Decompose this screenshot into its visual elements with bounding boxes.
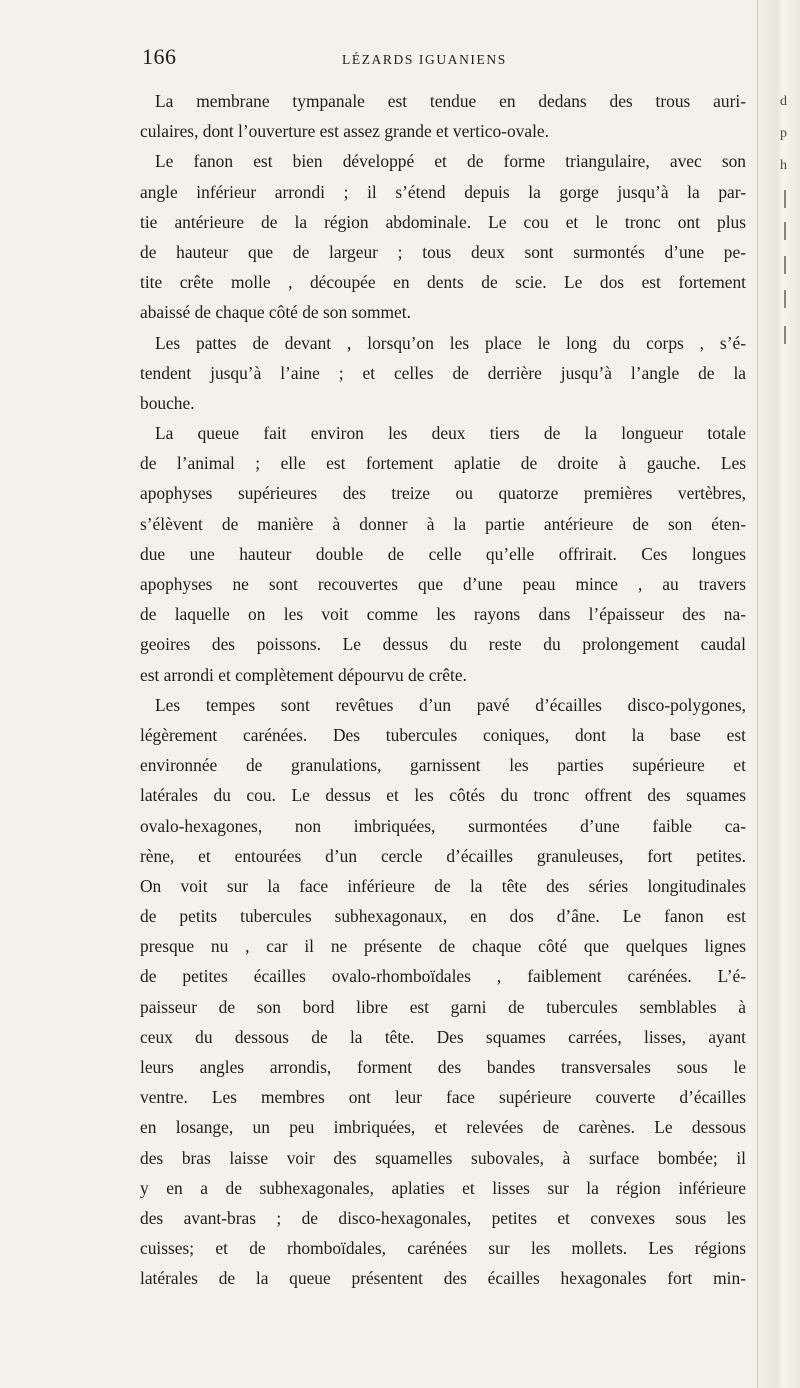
text-line: presque nu , car il ne présente de chaque côté que quelques lignes [140, 936, 746, 957]
text-line: Le fanon est bien développé et de forme triangulaire, avec son [155, 151, 746, 172]
facing-page-mark [784, 256, 786, 274]
text-line: des bras laisse voir des squamelles subovales, à surface bombée; il [140, 1147, 746, 1168]
text-line: apophyses ne sont recouvertes que d’une peau mince , au travers [140, 574, 746, 594]
text-line: environnée de granulations, garnissent les parties supérieure et [140, 755, 746, 776]
facing-page-mark [784, 326, 786, 344]
text-line: de petits tubercules subhexagonaux, en dos d’âne. Le fanon est [140, 906, 746, 927]
text-line: paisseur de son bord libre est garni de tubercules semblables à [140, 996, 746, 1017]
text-line: est arrondi et complètement dépourvu de crête. [140, 664, 467, 685]
facing-page-edge [757, 0, 800, 1388]
text-line: y en a de subhexagonales, aplaties et lisses sur la région inférieure [140, 1177, 746, 1198]
text-line: Les pattes de devant , lorsqu’on les place le long du corps , s’é- [155, 332, 746, 353]
text-line: La queue fait environ les deux tiers de la longueur totale [155, 423, 746, 444]
text-line: ventre. Les membres ont leur face supérieure couverte d’écailles [140, 1087, 746, 1108]
text-line: ceux du dessous de la tête. Des squames carrées, lisses, ayant [140, 1026, 746, 1047]
text-line: tie antérieure de la région abdominale. Le cou et le tronc ont plus [140, 211, 746, 232]
text-line: s’élèvent de manière à donner à la partie antérieure de son éten- [140, 513, 746, 534]
text-line: rène, et entourées d’un cercle d’écailles granuleuses, fort petites. [140, 845, 746, 866]
text-line: de hauteur que de largeur ; tous deux sont surmontés d’une pe- [140, 241, 746, 262]
text-line: tite crête molle , découpée en dents de scie. Le dos est fortement [140, 272, 746, 293]
facing-page-letter: d [780, 94, 787, 109]
facing-page-letter: p [780, 126, 787, 141]
text-line: leurs angles arrondis, forment des bandes transversales sous le [140, 1057, 746, 1077]
facing-page-mark [784, 290, 786, 308]
text-line: des avant-bras ; de disco-hexagonales, petites et convexes sous les [140, 1207, 746, 1228]
body-text [140, 86, 746, 1294]
page-number: 166 [142, 44, 177, 69]
running-title: LÉZARDS IGUANIENS [342, 52, 507, 67]
facing-page-mark [784, 222, 786, 240]
text-line: On voit sur la face inférieure de la tête des séries longitudinales [140, 875, 746, 896]
text-line: de laquelle on les voit comme les rayons dans l’épaisseur des na- [140, 604, 746, 625]
text-line: légèrement carénées. Des tubercules coniques, dont la base est [140, 724, 746, 745]
page-header [142, 44, 742, 74]
text-line: Les tempes sont revêtues d’un pavé d’écailles disco-polygones, [155, 694, 746, 715]
text-line: de l’animal ; elle est fortement aplatie de droite à gauche. Les [140, 453, 746, 474]
facing-page-mark [784, 190, 786, 208]
text-line: bouche. [140, 392, 195, 413]
facing-page-letter: h [780, 158, 787, 173]
text-line: culaires, dont l’ouverture est assez grande et vertico-ovale. [140, 121, 549, 142]
text-line: geoires des poissons. Le dessus du reste du prolongement caudal [140, 634, 746, 655]
text-line: due une hauteur double de celle qu’elle offrirait. Ces longues [140, 543, 746, 564]
text-line: de petites écailles ovalo-rhomboïdales , faiblement carénées. L’é- [140, 966, 746, 987]
text-line: apophyses supérieures des treize ou quatorze premières vertèbres, [140, 483, 746, 504]
text-line: latérales du cou. Le dessus et les côtés du tronc offrent des squames [140, 785, 746, 806]
text-line: angle inférieur arrondi ; il s’étend depuis la gorge jusqu’à la par- [140, 181, 746, 202]
text-line: La membrane tympanale est tendue en dedans des trous auri- [155, 91, 746, 111]
text-line: en losange, un peu imbriquées, et relevées de carènes. Le dessous [140, 1117, 746, 1138]
text-line: abaissé de chaque côté de son sommet. [140, 302, 411, 323]
text-line: cuisses; et de rhomboïdales, carénées sur les mollets. Les régions [140, 1238, 746, 1259]
text-line: latérales de la queue présentent des écailles hexagonales fort min- [140, 1268, 746, 1289]
text-line: ovalo-hexagones, non imbriquées, surmontées d’une faible ca- [140, 815, 746, 836]
text-line: tendent jusqu’à l’aine ; et celles de derrière jusqu’à l’angle de la [140, 362, 746, 383]
